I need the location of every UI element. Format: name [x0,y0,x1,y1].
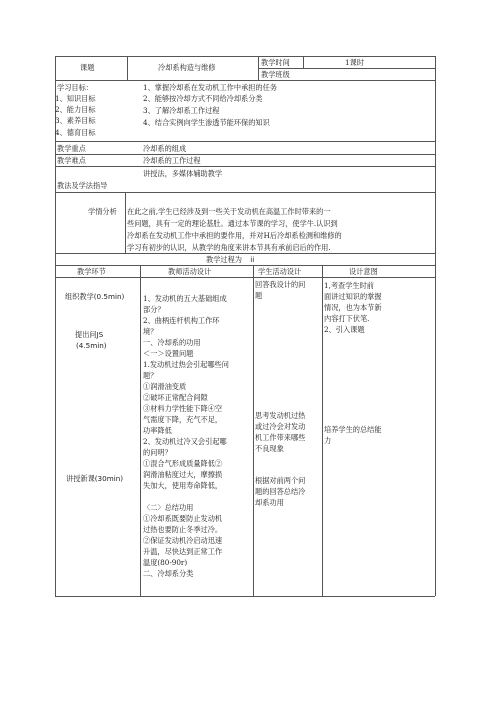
objective-item: 1、掌握冷却系在发动机工作中承担的任务 [143,83,277,92]
student-activity [255,279,321,301]
student-activity [255,475,321,508]
teacher-line: 气需度下降，充气不足， [143,415,223,424]
objective-label: 3、素养目标 [55,116,96,125]
teacher-line: 二、冷却系分类 [143,569,194,578]
teacher-line: 部分？ [143,305,165,314]
key-point-label: 教学重点 [57,144,86,153]
teacher-line: 〈二〉总结功用 [143,503,194,512]
teacher-line: ①润滑油变质 [143,382,187,391]
rule [55,141,435,142]
intent-line: 面讲过知识的掌握 [324,292,382,301]
difficulty-label: 教学难点 [57,156,86,165]
intent-line: 1,考查学生时前 [324,281,374,290]
objective-label: 2、能力目标 [55,105,96,114]
teacher-line: 题？ [143,371,158,380]
teacher-line: 温度(80-90r) [143,558,188,567]
teacher-line: 功率降低 [143,426,172,435]
student-line: 思考发动机过热 [255,411,306,420]
difficulty-value: 冷却系的工作过程 [143,156,201,165]
objective-label: 1、知识目标 [55,94,96,103]
objective-label: 4、德育目标 [55,128,96,137]
teacher-line: 的问明？ [143,448,172,457]
stage-label: 组织教学(0.5min) [65,292,125,301]
course-title: 冷却系构造与维修 [158,63,216,72]
teacher-line: ＜一＞设置问题 [143,349,194,358]
teacher-line: 升温，尽快达到正常工作 [143,547,223,556]
course-label: 课题 [80,63,95,72]
rule [322,265,323,596]
student-activity [255,410,321,454]
student-line: 根据对前两个问 [255,476,306,485]
column-header: 教学环节 [77,267,106,276]
process-title-mark: ii [250,255,255,264]
objectives-title: 学习目标： [57,83,93,92]
rule [140,265,141,596]
rule [55,154,435,155]
column-header: 设计意图 [349,267,378,276]
intent-line: 2、引入课题 [324,325,365,334]
situation-line: 在此之前,学生已经涉及到一些关于发动机在高温工作时带来的一 [127,207,331,216]
teacher-line: 过热也要防止冬季过冷。 [143,525,223,534]
teacher-line: 2、发动机过冷又会引起哪 [143,437,227,446]
rule [55,166,435,167]
rule [55,596,435,597]
time-value: 1课时 [345,58,364,67]
teacher-line: 1.发动机过热会引起哪些问 [143,360,229,369]
design-intent [324,280,434,335]
situation-line: 些问题，具有一定的理论基肚。通过本节课的学习，使学牛.认识到 [127,219,338,228]
teacher-line: 2、曲柄连杆机构工作环 [143,316,220,325]
rule [55,265,435,266]
teacher-line: ②破坏正常配合间隙 [143,393,208,402]
rule [55,192,435,193]
teacher-line: 境？ [143,327,158,336]
student-line: 不良现象 [255,444,284,453]
student-line: 回答我设计的问 [255,280,306,289]
rule [258,56,259,80]
student-line: 机工作带来哪些 [255,433,306,442]
teacher-line: 失加大，使用寿命降低， [143,481,223,490]
objective-item: 4、结合实例向学生渗透节能环保的知识 [143,118,270,127]
rule [125,192,126,253]
column-header: 教师活动设计 [168,267,212,276]
rule [303,56,304,68]
stage-label: 提出问JS [75,330,104,339]
teacher-line [143,491,251,502]
rule [258,68,435,69]
stage-label: 讲授新课(30min) [66,474,124,483]
rule [435,56,436,596]
teacher-line: 1、发动机的五大基础组成 [143,294,227,303]
intent-line: 内容打下伏笔. [324,314,370,323]
intent-line: 情况，也为本节新 [324,303,382,312]
objective-item: 2、能够按冷却方式不同给冷却系分类 [143,94,263,103]
column-header: 学生活动设计 [258,267,302,276]
process-title-text: 教学过程为 [206,255,242,264]
time-label: 教学时间 [261,58,290,67]
rule [55,277,435,278]
student-line: 却系功用 [255,498,284,507]
student-line: 题 [255,291,263,300]
method-label: 教法及学法指导 [57,181,108,190]
rule [55,80,435,81]
teacher-line: 润滑油粘度过大，摩擦损 [143,470,223,479]
teacher-line: ②保证发动机冷启动迅速 [143,536,223,545]
rule [55,56,435,57]
class-label: 教学班级 [261,70,290,79]
student-line: 或过冷会对发动 [255,422,306,431]
situation-line: 冷却系在发动机工作中承担的要作用，并对H后冷却系检测和维修的 [127,231,342,240]
situation-line: 学习有初步的认识，从教学的角度来讲本节具有承前启后的作用. [127,243,331,252]
intent-line: 力 [324,436,332,445]
rule [55,253,435,254]
key-point-value: 冷却系的组成 [143,144,187,153]
design-intent [324,424,434,446]
intent-line: 培养学生的总结能 [324,425,382,434]
teacher-line: 一、冷却系的功用 [143,338,201,347]
student-line: 题的回答总结冷 [255,487,306,496]
stage-label: (4.5min) [76,341,107,350]
situation-label: 学情分析 [88,207,117,216]
teacher-line: ①冷却系既要防止发动机 [143,514,223,523]
teacher-line: ①混合气形成质量降低② [143,459,223,468]
teacher-activity [143,293,251,579]
process-title [206,255,254,265]
rule [253,265,254,596]
objective-item: 3、了解冷却系工作过程 [143,106,220,115]
method-value: 讲授法，多媒体辅助教学 [143,169,223,178]
rule [127,56,128,80]
teacher-line: ③材料力学性能下降④空 [143,404,223,413]
